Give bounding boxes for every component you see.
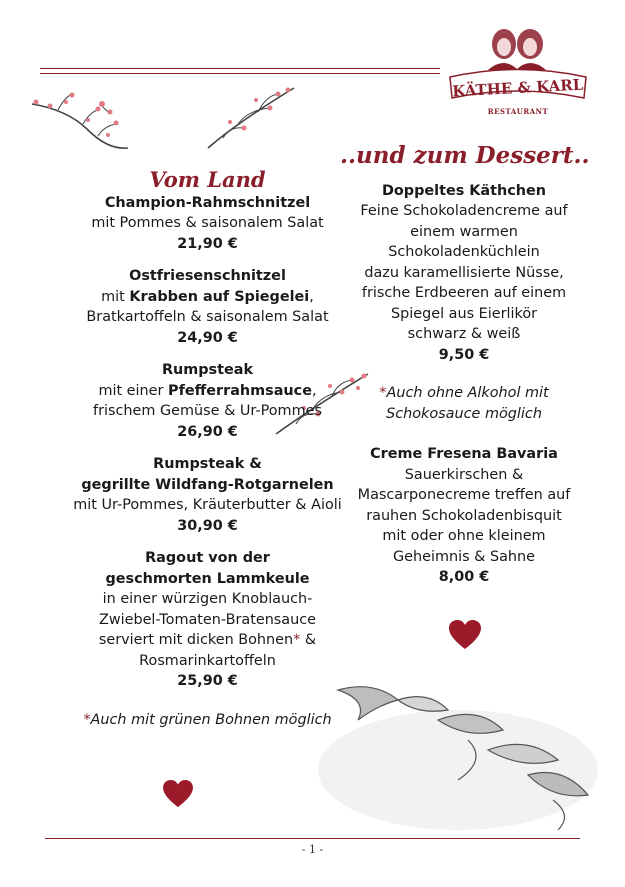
menu-item bbox=[340, 181, 588, 366]
menu-item-text: schwarz & weiß bbox=[407, 326, 521, 342]
logo-name: KÄTHE & KARL bbox=[451, 75, 584, 101]
menu-item-price: 25,90 € bbox=[177, 673, 238, 689]
menu-item-line bbox=[30, 454, 385, 475]
menu-item-title: Doppeltes Käthchen bbox=[381, 182, 547, 199]
menu-item-line bbox=[340, 506, 588, 527]
menu-item-title: Champion-Rahmschnitzel bbox=[104, 194, 311, 211]
right-note bbox=[340, 383, 588, 424]
note-asterisk: * bbox=[379, 385, 387, 401]
menu-item-text: frische Erdbeeren auf einem bbox=[361, 285, 567, 301]
menu-item bbox=[30, 360, 385, 442]
menu-item bbox=[30, 454, 385, 536]
menu-item-text: mit Ur-Pommes, Kräuterbutter & Aioli bbox=[73, 497, 342, 513]
menu-item-line bbox=[30, 495, 385, 516]
logo bbox=[444, 22, 592, 122]
menu-item-line bbox=[30, 475, 385, 496]
section-heading-vom-land: Vom Land bbox=[149, 167, 266, 192]
menu-item-line bbox=[30, 193, 385, 214]
left-column bbox=[30, 167, 385, 730]
menu-item-text: Bratkartoffeln & saisonalem Salat bbox=[86, 309, 329, 325]
menu-item-text: mit bbox=[101, 288, 130, 305]
menu-item-line bbox=[30, 401, 385, 422]
menu-item-line bbox=[340, 201, 588, 222]
menu-item-text: * bbox=[293, 632, 301, 648]
menu-item-line bbox=[30, 630, 385, 651]
logo-subtitle: RESTAURANT bbox=[487, 107, 549, 116]
menu-item-price: 8,00 € bbox=[438, 569, 490, 585]
menu-item-text: Mascarponecreme treffen auf bbox=[357, 487, 571, 503]
heart-icon bbox=[162, 780, 194, 808]
menu-item-line bbox=[30, 266, 385, 287]
menu-item-title: Creme Fresena Bavaria bbox=[370, 446, 558, 462]
menu-item-text: Spiegel aus Eierlikör bbox=[390, 305, 538, 322]
menu-item-line bbox=[340, 547, 588, 568]
menu-item-line bbox=[340, 324, 588, 345]
menu-item-line bbox=[340, 444, 588, 465]
menu-item-line bbox=[30, 213, 385, 234]
note-text-line2: Schokosauce möglich bbox=[386, 405, 542, 422]
menu-item-line bbox=[30, 610, 385, 631]
menu-item-text: Schokoladenküchlein bbox=[388, 244, 540, 260]
bottom-rule bbox=[45, 838, 580, 839]
menu-item-text: , bbox=[309, 288, 314, 305]
right-column bbox=[340, 142, 590, 600]
menu-item-price: 9,50 € bbox=[438, 346, 490, 363]
menu-item-text: mit einer bbox=[98, 382, 169, 399]
menu-item-line bbox=[340, 526, 588, 547]
menu-item-line bbox=[340, 304, 588, 325]
menu-item-text: einem warmen bbox=[410, 223, 518, 240]
menu-item-line bbox=[340, 485, 588, 506]
menu-item-text: Rosmarinkartoffeln bbox=[139, 652, 276, 669]
menu-item-line bbox=[340, 283, 588, 304]
menu-item-text: mit Pommes & saisonalem Salat bbox=[91, 215, 324, 231]
menu-item-title: Ragout von der bbox=[145, 550, 270, 566]
menu-item-line bbox=[30, 287, 385, 308]
couple-portrait-logo bbox=[488, 29, 546, 70]
branch-icon bbox=[98, 82, 298, 152]
menu-item-title: Rumpsteak bbox=[161, 362, 254, 378]
menu-item-text: rauhen Schokoladenbisquit bbox=[366, 507, 562, 524]
menu-item-title: geschmorten Lammkeule bbox=[105, 570, 310, 587]
menu-item-title: gegrillte Wildfang-Rotgarnelen bbox=[81, 476, 334, 493]
menu-item-text: Geheimnis & Sahne bbox=[392, 548, 536, 565]
menu-item-line bbox=[340, 465, 588, 486]
menu-item-text: mit oder ohne kleinem bbox=[382, 528, 546, 544]
menu-item-line bbox=[30, 589, 385, 610]
menu-item-line bbox=[30, 360, 385, 381]
note-text-line1: Auch ohne Alkohol mit bbox=[386, 385, 549, 401]
menu-item-text: dazu karamellisierte Nüsse, bbox=[364, 264, 564, 281]
menu-item bbox=[340, 444, 588, 588]
menu-item-title: Krabben auf Spiegelei bbox=[129, 288, 310, 305]
menu-item-price: 21,90 € bbox=[177, 235, 238, 252]
menu-item-text: , bbox=[311, 382, 317, 399]
section-heading-dessert: ..und zum Dessert.. bbox=[340, 142, 590, 169]
menu-item-line bbox=[340, 242, 588, 263]
left-menu-items bbox=[30, 193, 385, 692]
menu-item-price: 24,90 € bbox=[177, 329, 238, 346]
right-menu-items bbox=[340, 181, 588, 366]
menu-item-text: & bbox=[300, 632, 317, 648]
menu-item-title: Rumpsteak & bbox=[153, 456, 262, 472]
menu-item-line bbox=[30, 307, 385, 328]
menu-item-line bbox=[30, 381, 385, 402]
menu-item-text: Sauerkirschen & bbox=[404, 466, 524, 483]
note-asterisk: * bbox=[83, 711, 91, 728]
menu-item-line bbox=[340, 222, 588, 243]
top-rule-2 bbox=[40, 73, 440, 74]
menu-item-price: 30,90 € bbox=[177, 517, 238, 534]
menu-item-text: Zwiebel-Tomaten-Bratensauce bbox=[98, 611, 317, 628]
menu-item-line bbox=[340, 181, 588, 202]
note-text: Auch mit grünen Bohnen möglich bbox=[90, 711, 332, 728]
menu-item-price: 26,90 € bbox=[177, 423, 238, 440]
swallows-illustration bbox=[318, 660, 603, 835]
menu-item bbox=[30, 193, 385, 255]
menu-item-text: frischem Gemüse & Ur-Pommes bbox=[93, 403, 322, 419]
menu-item-text: serviert mit dicken Bohnen bbox=[98, 632, 294, 648]
page-number: - 1 - bbox=[301, 843, 324, 856]
menu-item-line bbox=[30, 548, 385, 569]
right-menu-items-2 bbox=[340, 444, 588, 588]
top-rule-1 bbox=[40, 68, 440, 69]
menu-item-title: Pfefferrahmsauce bbox=[168, 382, 312, 399]
menu-item-text: Feine Schokoladencreme auf bbox=[360, 203, 568, 219]
menu-item-line bbox=[340, 263, 588, 284]
menu-item-line bbox=[30, 569, 385, 590]
menu-item-text: in einer würzigen Knoblauch- bbox=[102, 591, 313, 607]
menu-item-title: Ostfriesenschnitzel bbox=[129, 268, 286, 284]
menu-item bbox=[30, 266, 385, 348]
heart-icon bbox=[448, 620, 482, 650]
